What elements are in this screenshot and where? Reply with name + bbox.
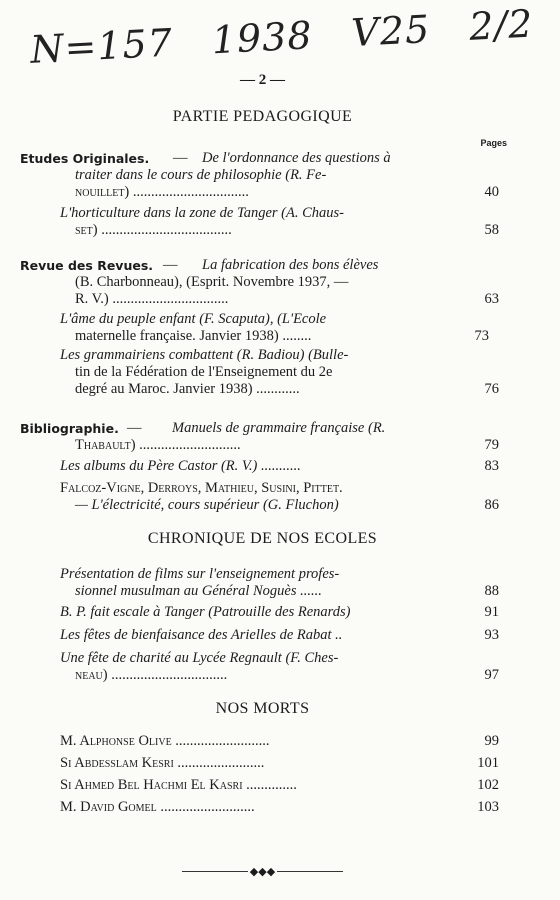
- entry-line: (B. Charbonneau), (Esprit. Novembre 1937, —: [75, 274, 349, 290]
- entry-title: Si Abdesslam Kesri ........................: [60, 755, 265, 771]
- page-ref: 63: [484, 291, 499, 307]
- page-ref: 101: [477, 755, 499, 771]
- pages-column-label: Pages: [480, 138, 507, 148]
- toc-entry: [0, 311, 525, 345]
- page-ref: 93: [484, 627, 499, 643]
- page-ref: 76: [484, 381, 499, 397]
- page-ref: 99: [484, 733, 499, 749]
- toc-entry: [0, 650, 525, 684]
- section-title-chronique: CHRONIQUE DE NOS ECOLES: [147, 530, 378, 547]
- ornament-rule: [182, 871, 248, 872]
- dash: —: [163, 257, 178, 273]
- section-title-morts: NOS MORTS: [215, 700, 310, 717]
- entry-line: sionnel musulman au Général Noguès ......: [75, 583, 322, 599]
- entry-title: M. Alphonse Olive ..........................: [60, 733, 270, 749]
- entry-title: L'horticulture dans la zone de Tanger (A. Chaus-: [60, 205, 344, 221]
- toc-entry: [0, 799, 525, 816]
- dash: —: [127, 420, 142, 436]
- category-label: Etudes Originales.: [20, 151, 150, 166]
- toc-entry: [0, 205, 525, 239]
- diamond-icon: ◆◆◆: [249, 865, 276, 878]
- page-ref: 88: [484, 583, 499, 599]
- entry-line: Thabault) ............................: [75, 437, 241, 453]
- entry-title: Falcoz-Vigne, Derroys, Mathieu, Susini, Pittet.: [60, 480, 343, 496]
- entry-title: De l'ordonnance des questions à: [202, 150, 391, 166]
- section-title-pedagogique: PARTIE PEDAGOGIQUE: [172, 108, 353, 125]
- entry-line: traiter dans le cours de philosophie (R. Fe-: [75, 167, 327, 183]
- entry-title: Manuels de grammaire française (R.: [172, 420, 386, 436]
- toc-entry: [0, 420, 525, 454]
- toc-entry: [0, 480, 525, 514]
- page-number: — 2 —: [240, 72, 285, 88]
- toc-entry: [0, 566, 525, 600]
- page-ref: 58: [484, 222, 499, 238]
- toc-entry: [0, 458, 525, 475]
- page-ref: 86: [484, 497, 499, 513]
- handwritten-year: 1938: [210, 13, 314, 63]
- handwritten-ref: N=157: [29, 20, 174, 72]
- entry-line: degré au Maroc. Janvier 1938) ............: [75, 381, 300, 397]
- entry-title: Présentation de films sur l'enseignement profes-: [60, 566, 340, 582]
- entry-title: B. P. fait escale à Tanger (Patrouille des Renards): [60, 604, 351, 620]
- handwritten-volume: V25: [350, 6, 432, 56]
- entry-line: maternelle française. Janvier 1938) ........: [75, 328, 312, 344]
- entry-title: Les albums du Père Castor (R. V.) ...........: [60, 458, 301, 474]
- handwritten-header: [29, 0, 560, 72]
- entry-line: neau) ................................: [75, 667, 228, 683]
- entry-line: R. V.) ................................: [75, 291, 229, 307]
- entry-title: Si Ahmed Bel Hachmi El Kasri ..............: [60, 777, 297, 793]
- page-ref: 83: [484, 458, 499, 474]
- page-ref: 103: [477, 799, 499, 815]
- entry-title: Les fêtes de bienfaisance des Arielles de Rabat ..: [60, 627, 343, 643]
- toc-entry: [0, 347, 525, 398]
- ornament-rule: [277, 871, 343, 872]
- entry-line: set) ....................................: [75, 222, 232, 238]
- toc-entry: [0, 777, 525, 794]
- footer-ornament: [0, 862, 525, 878]
- entry-line: nouillet) ................................: [75, 184, 249, 200]
- toc-entry: [0, 733, 525, 750]
- page-ref: 40: [484, 184, 499, 200]
- entry-title: Les grammairiens combattent (R. Badiou) (Bulle-: [60, 347, 349, 363]
- toc-entry: [0, 627, 525, 644]
- page-ref: 79: [484, 437, 499, 453]
- entry-title: M. David Gomel ..........................: [60, 799, 255, 815]
- entry-title: Une fête de charité au Lycée Regnault (F. Ches-: [60, 650, 339, 666]
- entry-title: L'âme du peuple enfant (F. Scaputa), (L'Ecole: [60, 311, 327, 327]
- toc-entry: [0, 257, 525, 308]
- page-ref: 102: [477, 777, 499, 793]
- entry-line: — L'électricité, cours supérieur (G. Fluchon): [75, 497, 339, 513]
- toc-entry: [0, 604, 525, 621]
- page-ref: 73: [474, 328, 489, 344]
- handwritten-part: 2/2: [468, 1, 535, 49]
- category-label: Revue des Revues.: [20, 258, 154, 273]
- toc-entry: [0, 755, 525, 772]
- entry-title: La fabrication des bons élèves: [202, 257, 379, 273]
- page-ref: 91: [484, 604, 499, 620]
- entry-line: tin de la Fédération de l'Enseignement du 2e: [75, 364, 333, 380]
- page-ref: 97: [484, 667, 499, 683]
- dash: —: [173, 150, 188, 166]
- toc-entry: [0, 150, 525, 201]
- category-label: Bibliographie.: [20, 421, 119, 436]
